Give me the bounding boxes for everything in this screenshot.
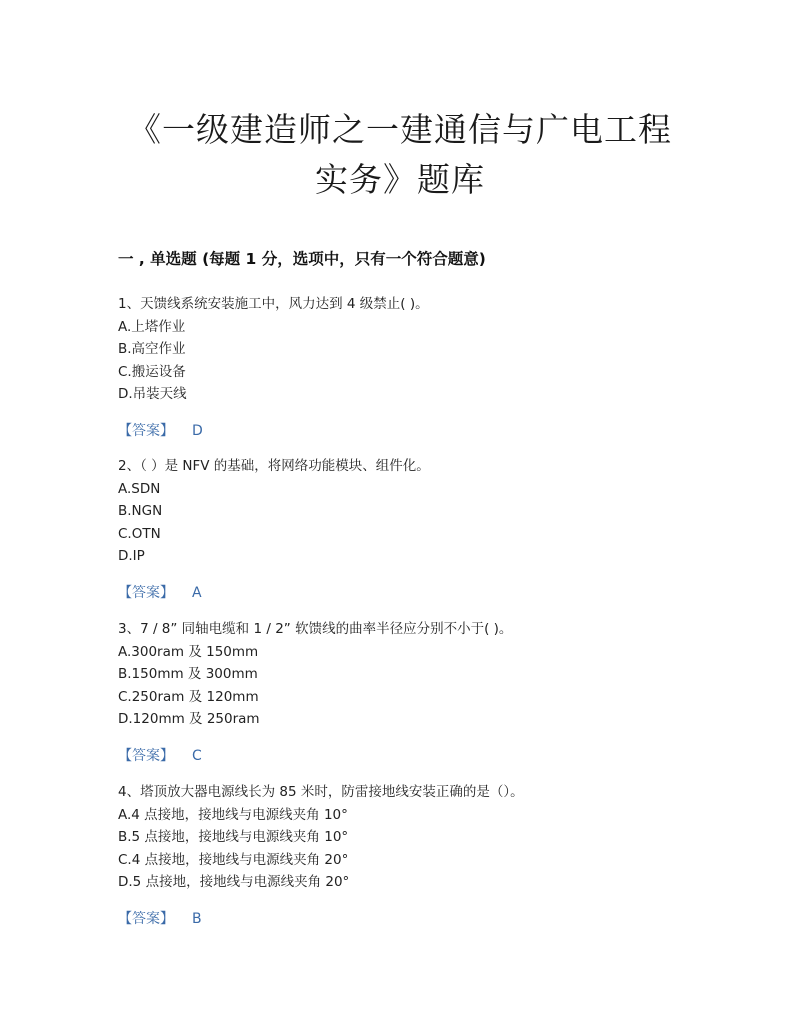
option-c: C.4 点接地，接地线与电源线夹角 20° (118, 851, 349, 868)
option-a: A.4 点接地，接地线与电源线夹角 10° (118, 806, 348, 823)
question-stem: 3、7 / 8” 同轴电缆和 1 / 2” 软馈线的曲率半径应分别不小于( )。 (118, 621, 513, 637)
option-b: B.NGN (118, 503, 163, 519)
option-b: B.150mm 及 300mm (118, 666, 258, 682)
question-1 (118, 293, 718, 442)
answer-line (118, 745, 718, 767)
option-d: D.吊装天线 (118, 386, 187, 402)
question-4 (118, 781, 718, 930)
option-d: D.120mm 及 250ram (118, 711, 260, 727)
section-heading: 一 , 单选题 (每题 1 分，选项中，只有一个符合题意) (118, 250, 486, 268)
answer-value: C (192, 747, 202, 764)
answer-value: B (192, 910, 202, 927)
answer-label: 【答案】 (118, 422, 174, 439)
option-c: C.OTN (118, 525, 161, 542)
question-stem: 1、天馈线系统安装施工中，风力达到 4 级禁止( )。 (118, 296, 429, 312)
option-c: C.250ram 及 120mm (118, 688, 259, 705)
answer-value: D (192, 422, 203, 439)
question-2 (118, 455, 718, 604)
option-b: B.5 点接地，接地线与电源线夹角 10° (118, 829, 349, 845)
document-title-line-1: 《一级建造师之一建通信与广电工程 (128, 110, 672, 149)
answer-line (118, 908, 718, 930)
option-d: D.IP (118, 548, 145, 564)
question-stem: 4、塔顶放大器电源线长为 85 米时，防雷接地线安装正确的是（）。 (118, 784, 524, 800)
answer-label: 【答案】 (118, 584, 174, 601)
answer-value: A (192, 584, 202, 601)
option-a: A.上塔作业 (118, 318, 186, 335)
document-title-line-2: 实务》题库 (315, 160, 485, 199)
answer-line (118, 420, 718, 442)
answer-label: 【答案】 (118, 747, 174, 764)
option-a: A.300ram 及 150mm (118, 643, 259, 660)
option-c: C.搬运设备 (118, 363, 186, 380)
answer-line (118, 582, 718, 604)
option-a: A.SDN (118, 480, 161, 497)
option-b: B.高空作业 (118, 341, 186, 357)
question-stem: 2、（ ）是 NFV 的基础，将网络功能模块、组件化。 (118, 458, 430, 474)
option-d: D.5 点接地，接地线与电源线夹角 20° (118, 874, 350, 890)
answer-label: 【答案】 (118, 910, 174, 927)
question-3 (118, 618, 718, 767)
